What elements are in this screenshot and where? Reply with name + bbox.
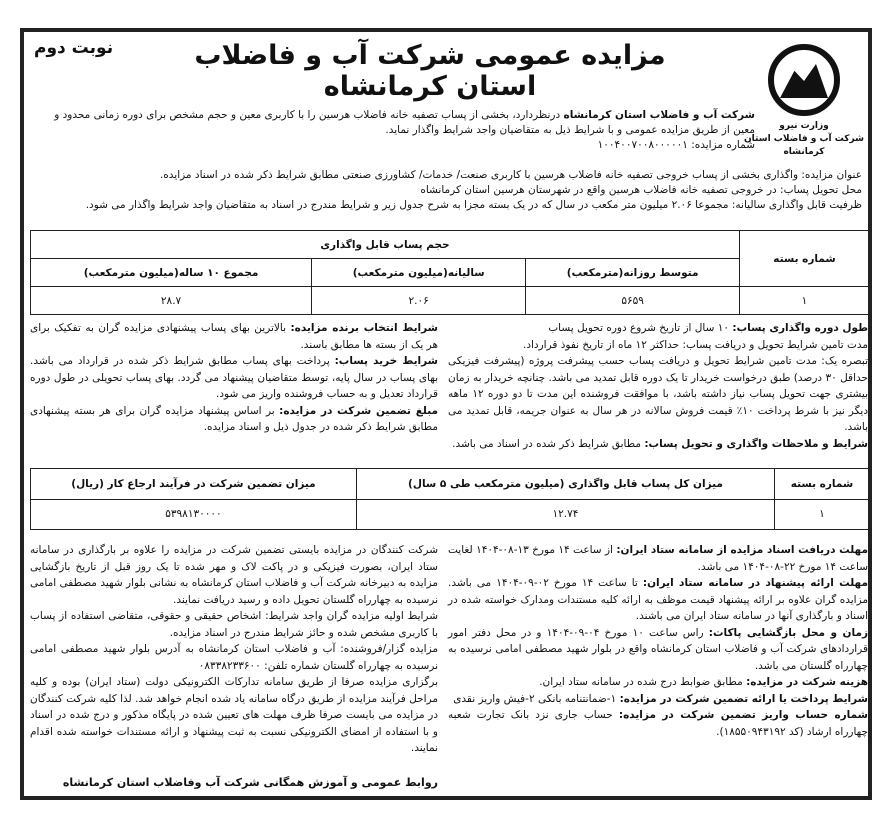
term-value: بر اساس پیشنهاد مزایده گران برای هر بسته پیشنهادی مطابق شرایط ذکر شده در جدول ذیل و اسناد مزایده. (30, 404, 438, 433)
term: شرکت کنندگان در مزایده بایستی تضمین شرکت در مزایده را علاوه بر بارگذاری در سامانه ستاد ایران، بصورت فیزیکی و در پاکت لاک و مهر شده تا یک روز قبل از تاریخ بازگشایی مزایده به دبیرخانه شرکت آب و فاضلاب استان کرمانشاه به نشانی بلوار شهید مصطفی امامی نرسیده به چهارراه گلستان تحویل داده و رسید دریافت نمایند. (30, 544, 438, 606)
term (448, 320, 868, 337)
company-logo-icon (768, 44, 840, 116)
term-value: ۱۰ سال از تاریخ شروع دوره تحویل پساب (548, 322, 733, 334)
auction-subject: عنوان مزایده: واگذاری بخشی از پساب خروجی تصفیه خانه فاضلاب هرسین با کاربری صنعت/ خدمات/ کشاورزی صنعتی مطابق شرایط ذکر شده در اسناد مزایده. (159, 169, 862, 181)
term (30, 403, 438, 436)
term-key: مبلغ تضمین شرکت در مزایده: (279, 404, 438, 417)
term-value: ۱-ضمانتنامه بانکی ۲-فیش واریز نقدی (453, 692, 620, 705)
cell-package: ۱ (775, 499, 870, 530)
term (448, 691, 868, 708)
term-key: مهلت دریافت اسناد مزایده از سامانه ستاد ایران: (616, 544, 868, 556)
term (448, 337, 868, 354)
term (30, 353, 438, 403)
term-value: بالاترین بهای پساب پیشنهادی مزایده گران به تفکیک برای هر یک از بسته ها مطابق باسند. (30, 322, 438, 351)
term-value: مطابق ضوابط درج شده در سامانه ستاد ایران. (539, 676, 747, 688)
header-yearly: سالیانه(میلیون مترمکعب) (312, 259, 526, 287)
capacity: ظرفیت قابل واگذاری سالیانه: مجموعا ۲.۰۶ میلیون متر مکعب در سال که در یک بسته مجزا به شرح جدول زیر و شرایط مندرج در اسناد به متقاضیان واجد شرایط واگذار می شود. (85, 199, 862, 211)
term-key: شرایط انتخاب برنده مزایده: (290, 322, 438, 334)
term (448, 707, 868, 740)
auction-number: ۱۰۰۴۰۰۷۰۰۸۰۰۰۰۰۱ (597, 139, 688, 151)
term-key: هزینه شرکت در مزایده: (746, 676, 868, 688)
term-value: مطابق شرایط ذکر شده در اسناد می باشد. (452, 437, 645, 450)
company-name-bold: شرکت آب و فاضلاب استان کرمانشاه (563, 109, 755, 121)
intro-details (30, 168, 862, 213)
term (30, 320, 438, 353)
term-key: شرایط و ملاحظات واگذاری و تحویل پساب: (644, 437, 868, 450)
company-name: شرکت آب و فاضلاب استان کرمانشاه (744, 134, 864, 157)
cell-guarantee: ۵۳۹۸۱۳۰۰۰۰ (31, 499, 357, 530)
volume-table (30, 230, 870, 315)
term-value: پرداخت بهای پساب مطابق شرایط ذکر شده در قرارداد می باشد. بهای پساب در سال پایه، توسط متقاضیان پیشنهاد می گردد. بهای پساب تحویلی در طول دوره قرارداد تعدیل و به حساب فروشنده واریز می شود. (30, 355, 438, 400)
cell-yearly: ۲.۰۶ (312, 287, 526, 315)
terms-left-2 (30, 542, 438, 757)
term (448, 542, 868, 575)
term-key: شماره حساب واریز تضمین شرکت در مزایده: (618, 709, 868, 721)
term (448, 674, 868, 691)
intro-text: درنظردارد، بخشی از پساب تصفیه خانه فاضلاب هرسین را با کاربری معین و حجم مشخص برای دوره زمانی محدود و معین از طریق مزایده عمومی و با شرایط ذیل به متقاضیان واجد شرایط واگذار نماید. (54, 109, 755, 136)
header-total: مجموع ۱۰ ساله(میلیون مترمکعب) (31, 259, 312, 287)
header-daily: متوسط روزانه(مترمکعب) (526, 259, 740, 287)
round-label: نوبت دوم (34, 38, 114, 58)
table-row (31, 499, 870, 530)
terms-right-1 (448, 320, 868, 452)
terms-right-2 (448, 542, 868, 740)
header-package: شماره بسته (740, 231, 870, 287)
header-package: شماره بسته (775, 469, 870, 500)
cell-volume: ۱۲.۷۴ (356, 499, 774, 530)
term-key: طول دوره واگذاری پساب: (732, 322, 868, 334)
term (448, 625, 868, 675)
header-volume: میزان کل پساب قابل واگذاری (میلیون مترمکعب طی ۵ سال) (356, 469, 774, 500)
term-key: زمان و محل بازگشایی پاکات: (708, 626, 868, 639)
table-row (31, 287, 870, 315)
intro-paragraph (30, 108, 755, 153)
cell-package: ۱ (740, 287, 870, 315)
term (448, 436, 868, 453)
page-title: مزایده عمومی شرکت آب و فاضلاب استان کرمانشاه (194, 40, 666, 102)
cell-daily: ۵۶۵۹ (526, 287, 740, 315)
term-key: شرایط خرید پساب: (334, 355, 438, 367)
logo-caption (740, 120, 868, 159)
cell-total: ۲۸.۷ (31, 287, 312, 315)
delivery-location: محل تحویل پساب: در خروجی تصفیه خانه فاضلاب هرسین واقع در شهرستان هرسین استان کرمانشاه (420, 184, 862, 196)
signature: روابط عمومی و آموزش همگانی شرکت آب وفاضلاب استان کرمانشاه (62, 776, 438, 789)
term-value: تبصره یک: مدت تامین شرایط تحویل و دریافت پساب حسب پیشرفت پروژه (پیشرفت فیزیکی حداقل ۳۰ درصد) طبق درخواست خریدار تا یک دوره قابل تمدید می باشد. چنانچه خریدار به زمان بیشتری جهت تحویل پساب نیاز داشته باشد، با موافقت فروشنده این مدت تا دو دوره ۱۲ ماهه دیگر نیز با شرط پرداخت ۱۰٪ قیمت فروش سالانه در هر سال به عنوان جریمه، قابل تمدید می باشد. (448, 355, 869, 433)
term-key: شرایط پرداخت یا ارائه تضمین شرکت در مزایده: (619, 692, 868, 705)
term-value: مدت تامین شرایط تحویل و دریافت پساب: حداکثر ۱۲ ماه از تاریخ نفوذ قرارداد. (522, 338, 868, 351)
ministry-name: وزارت نیرو (779, 121, 829, 131)
term (448, 353, 868, 436)
term (448, 575, 868, 625)
term: شرایط اولیه مزایده گران واجد شرایط: اشخاص حقیقی و حقوقی، متقاضی استفاده از پساب با کاربری مشخص شده و حائز شرایط مندرج در اسناد مزایده. (30, 610, 438, 639)
term: برگزاری مزایده صرفا از طریق سامانه تدارکات الکترونیکی دولت (ستاد ایران) بوده و کلیه مراحل فرآیند مزایده از طریق درگاه سامانه یاد شده انجام خواهد شد. لذا کلیه شرکت کنندگان در مزایده می بایست صرفا ظرف مهلت های تعیین شده در پایگاه مذکور و درج شده در اسناد و با استفاده از امضای الکترونیکی نسبت به ثبت پیشنهاد و ارائه مستندات خواسته شده اقدام نمایند. (30, 676, 438, 754)
term-value: راس ساعت ۱۰ مورخ ۰۴-۰۹-۱۴۰۴ و در محل دفتر امور قراردادهای شرکت آب و فاضلاب استان کرمانشاه واقع در بلوار شهید مصطفی امامی نرسیده به چهارراه گلستان می باشد. (448, 626, 868, 672)
auction-number-label: شماره مزایده: (691, 139, 755, 151)
term-value: از ساعت ۱۴ مورخ ۱۳-۰۸-۱۴۰۴ لغایت ساعت ۱۴ مورخ ۲۲-۰۸-۱۴۰۴ می باشد. (448, 544, 868, 573)
guarantee-table (30, 468, 870, 530)
term-value: حساب جاری نزد بانک تجارت شعبه چهارراه ارشاد (کد ۱۸۵۵۰۹۴۳۱۹۲). (448, 709, 868, 738)
terms-left-1 (30, 320, 438, 436)
term-key: مهلت ارائه پیشنهاد در سامانه ستاد ایران: (642, 577, 868, 589)
header-volume-group: حجم پساب قابل واگذاری (31, 231, 740, 259)
term-value: تا ساعت ۱۴ مورخ ۰۲-۰۹-۱۴۰۴ می باشد. مزایده گران علاوه بر ارائه پیشنهاد قیمت موظف به ارائه کلیه مستندات ومدارک خواسته شده در اسناد و بارگذاری آنها در سامانه ستاد ایران می باشند. (448, 577, 868, 622)
header-guarantee: میزان تضمین شرکت در فرآیند ارجاع کار (ریال) (31, 469, 357, 500)
term: مزایده گزار/فروشنده: آب و فاضلاب استان کرمانشاه به آدرس بلوار شهید مصطفی امامی نرسیده به چهارراه گلستان شماره تلفن: ۰۸۳۳۸۲۳۳۶۰۰ (30, 643, 438, 672)
